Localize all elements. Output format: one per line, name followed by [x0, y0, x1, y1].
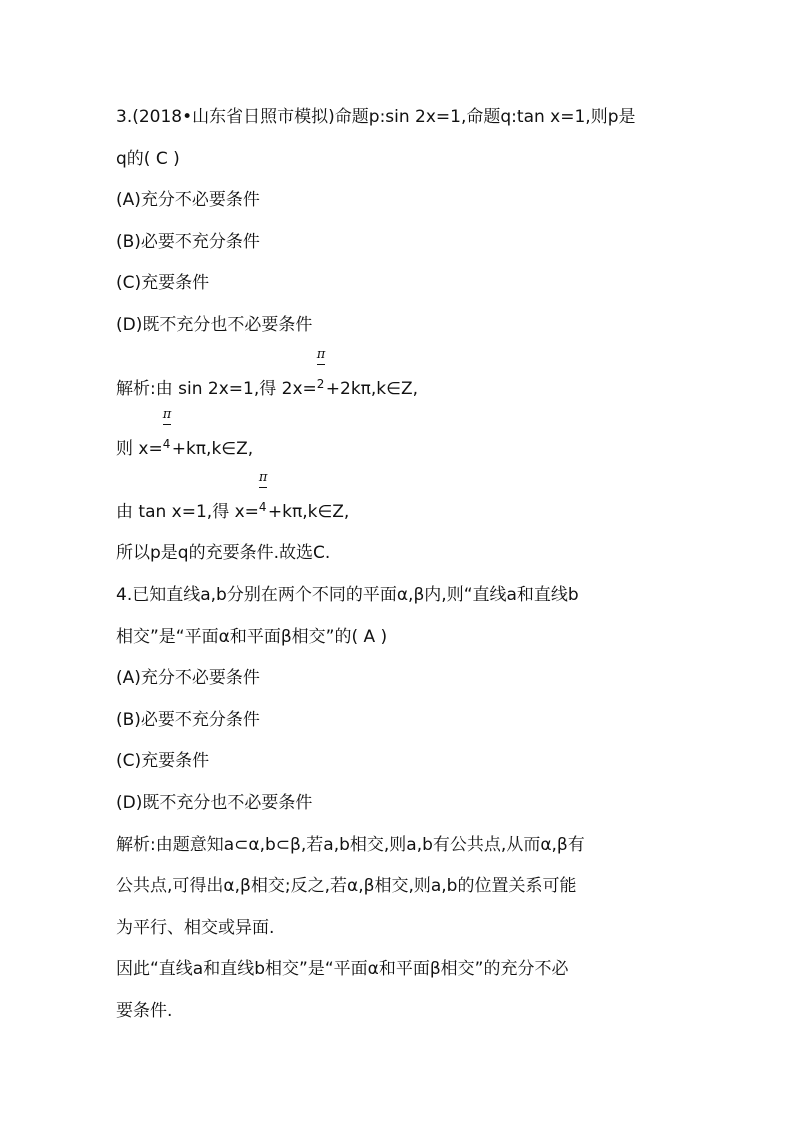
q3-sol1-text: 解析:由 sin 2x=1,得 2x= [116, 379, 317, 399]
q3-sol2-text: 则 x= [116, 439, 163, 459]
q4-option-b: (B)必要不充分条件 [116, 710, 260, 730]
q4-solution-line3: 为平行、相交或异面. [116, 918, 275, 938]
fraction [162, 407, 172, 460]
q3-option-a: (A)充分不必要条件 [116, 190, 260, 210]
q3-option-d: (D)既不充分也不必要条件 [116, 315, 313, 335]
q3-sol3-text: 由 tan x=1,得 x= [116, 502, 259, 522]
q3-stem-line1: 3.(2018•山东省日照市模拟)命题p:sin 2x=1,命题q:tan x=1,则p是 [116, 107, 636, 127]
q4-option-c: (C)充要条件 [116, 751, 210, 771]
fraction-numerator: π [162, 407, 172, 422]
fraction-denominator: 2 [316, 377, 325, 391]
q4-solution-line1: 解析:由题意知a⊂α,b⊂β,若a,b相交,则a,b有公共点,从而α,β有 [116, 835, 585, 855]
q3-sol2-tail: +kπ,k∈Z, [171, 439, 254, 459]
q3-option-c: (C)充要条件 [116, 273, 210, 293]
fraction-numerator: π [316, 347, 326, 362]
fraction-numerator: π [258, 470, 268, 485]
q3-stem-line2: q的( C ) [116, 149, 180, 169]
q3-solution-line4: 所以p是q的充要条件.故选C. [116, 543, 331, 563]
fraction-bar [163, 424, 171, 425]
fraction-bar [259, 487, 267, 488]
q3-sol1-tail: +2kπ,k∈Z, [325, 379, 419, 399]
q3-solution-line2 [116, 407, 254, 460]
q4-solution-line4: 因此“直线a和直线b相交”是“平面α和平面β相交”的充分不必 [116, 959, 569, 979]
fraction-denominator: 4 [258, 500, 267, 514]
q4-option-d: (D)既不充分也不必要条件 [116, 793, 313, 813]
q3-solution-line1 [116, 347, 419, 400]
q4-solution-line5: 要条件. [116, 1001, 173, 1021]
q4-stem-line1: 4.已知直线a,b分别在两个不同的平面α,β内,则“直线a和直线b [116, 585, 579, 605]
q4-option-a: (A)充分不必要条件 [116, 668, 260, 688]
fraction [258, 470, 268, 523]
fraction [316, 347, 326, 400]
q3-sol3-tail: +kπ,k∈Z, [267, 502, 350, 522]
q3-solution-line3 [116, 470, 350, 523]
fraction-denominator: 4 [162, 437, 171, 451]
q4-stem-line2: 相交”是“平面α和平面β相交”的( A ) [116, 627, 388, 647]
fraction-bar [317, 364, 325, 365]
q4-solution-line2: 公共点,可得出α,β相交;反之,若α,β相交,则a,b的位置关系可能 [116, 876, 577, 896]
q3-option-b: (B)必要不充分条件 [116, 232, 260, 252]
